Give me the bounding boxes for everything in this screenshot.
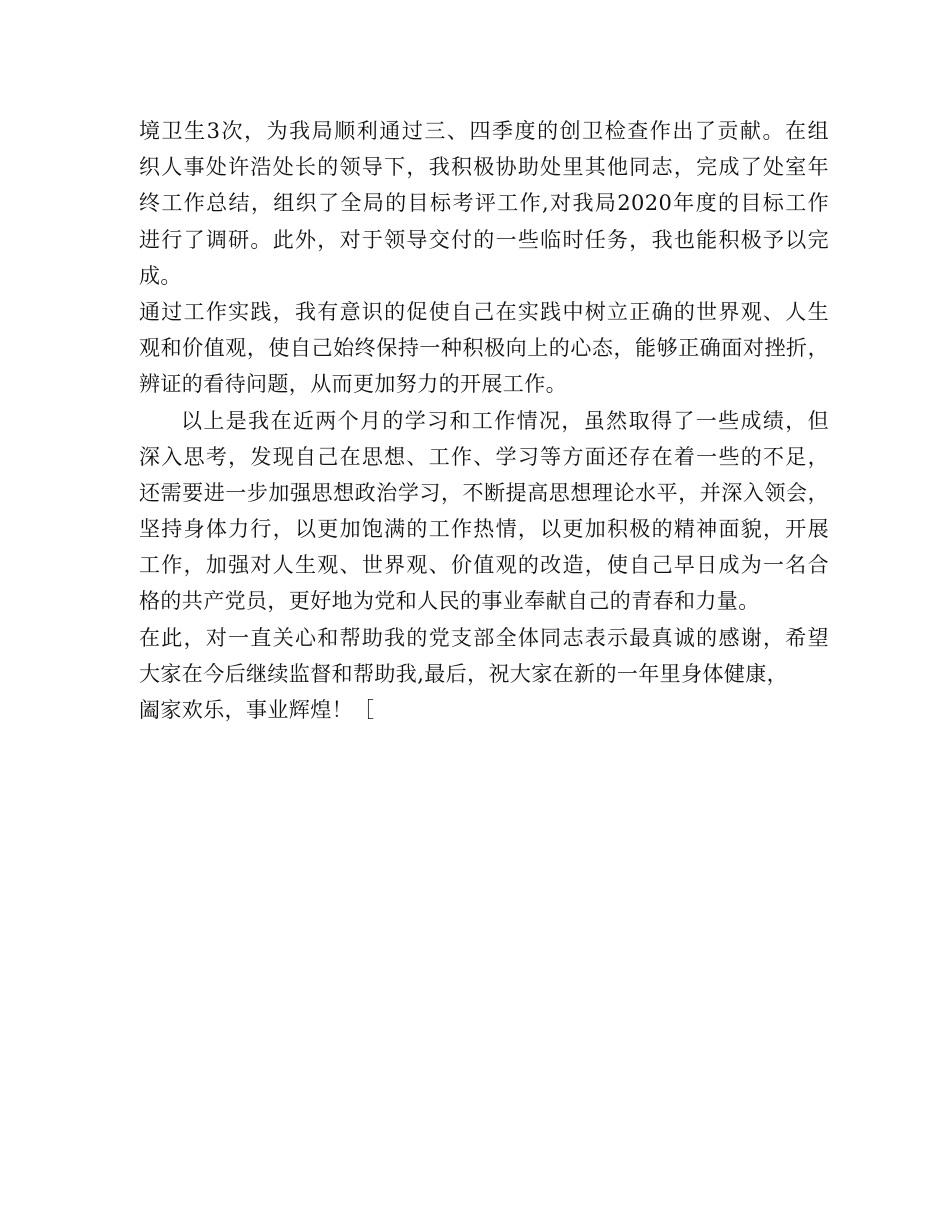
text-line: 阖家欢乐，事业辉煌！［ [139, 698, 375, 722]
text-line: 以上是我在近两个月的学习和工作情况，虽然取得了一些成绩，但 [181, 408, 829, 433]
text-line: 观和价值观，使自己始终保持一种积极向上的心态，能够正确面对挫折， [139, 336, 829, 361]
paragraph-thanks [139, 620, 829, 729]
text-line: 织人事处许浩处长的领导下，我积极协助处里其他同志，完成了处室年 [139, 155, 829, 180]
text-line: 工作，加强对人生观、世界观、价值观的改造，使自己早日成为一名合 [139, 553, 829, 578]
paragraph-practice [139, 294, 829, 403]
text-line: 大家在今后继续监督和帮助我,最后，祝大家在新的一年里身体健康， [139, 661, 789, 686]
text-line: 在此，对一直关心和帮助我的党支部全体同志表示最真诚的感谢，希望 [139, 625, 829, 650]
text-line: 进行了调研。此外，对于领导交付的一些临时任务，我也能积极予以完 [139, 227, 829, 252]
text-line: 通过工作实践，我有意识的促使自己在实践中树立正确的世界观、人生 [139, 299, 829, 324]
paragraph-work-summary [139, 113, 829, 294]
text-line: 深入思考，发现自己在思想、工作、学习等方面还存在着一些的不足， [139, 444, 829, 469]
document-body [139, 113, 829, 728]
text-line: 终工作总结，组织了全局的目标考评工作,对我局2020年度的目标工作 [139, 191, 829, 216]
text-line: 境卫生3次，为我局顺利通过三、四季度的创卫检查作出了贡献。在组 [139, 119, 829, 143]
text-line: 辨证的看待问题，从而更加努力的开展工作。 [139, 372, 567, 397]
text-line: 成。 [139, 263, 182, 288]
text-line: 还需要进一步加强思想政治学习，不断提高思想理论水平，并深入领会， [139, 480, 829, 505]
text-line: 格的共产党员，更好地为党和人民的事业奉献自己的青春和力量。 [139, 589, 760, 614]
text-line: 坚持身体力行，以更加饱满的工作热情，以更加积极的精神面貌，开展 [139, 517, 829, 542]
paragraph-shortcomings [139, 403, 829, 620]
